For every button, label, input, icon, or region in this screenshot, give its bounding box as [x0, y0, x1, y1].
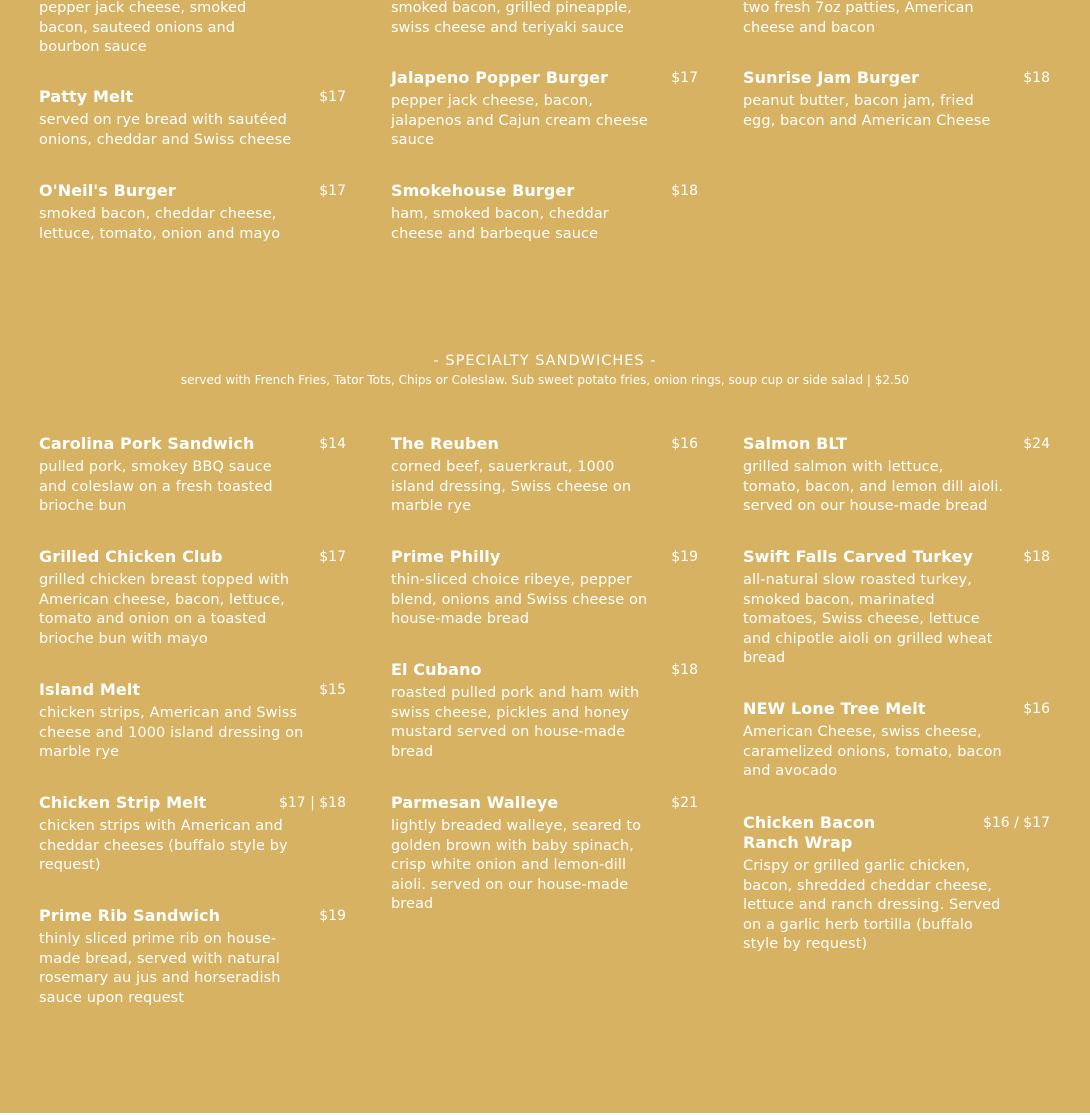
menu-item-name: O'Neil's Burger [39, 181, 176, 200]
menu-item [391, 434, 698, 517]
menu-item-description: pepper jack cheese, bacon, jalapenos and Cajun cream cheese sauce [391, 93, 648, 148]
menu-item-description: thinly sliced prime rib on house-made bread, served with natural rosemary au jus and horseradish sauce upon request [39, 931, 281, 1006]
menu-item-name: Grilled Chicken Club [39, 547, 223, 566]
menu-item [743, 434, 1050, 517]
menu-item [39, 906, 346, 1008]
menu-item-price: $19 [671, 549, 698, 565]
menu-item-name: NEW Lone Tree Melt [743, 699, 926, 718]
menu-item-price: $16 [1023, 701, 1050, 717]
menu-item-description: served on rye bread with sautéed onions, cheddar and Swiss cheese [39, 112, 292, 148]
menu-item-name: Chicken Strip Melt [39, 793, 207, 812]
menu-item-name: Carolina Pork Sandwich [39, 434, 255, 453]
menu-item-price: $19 [319, 908, 346, 924]
menu-item-price: $15 [319, 682, 346, 698]
menu-item-price: $17 [319, 549, 346, 565]
menu-item [743, 699, 1050, 782]
menu-item-description: corned beef, sauerkraut, 1000 island dressing, Swiss cheese on marble rye [391, 459, 632, 514]
menu-item [743, 547, 1050, 669]
menu-item-description: Crispy or grilled garlic chicken, bacon, shredded cheddar cheese, lettuce and ranch dressing. Served on a garlic herb tortilla (buffalo style by request) [743, 858, 1001, 952]
menu-item-price: $17 [319, 183, 346, 199]
menu-item-price: $21 [671, 795, 698, 811]
menu-item-description: American Cheese, swiss cheese, caramelized onions, tomato, bacon and avocado [743, 724, 1002, 779]
menu-item-description: peanut butter, bacon jam, fried egg, bacon and American Cheese [743, 93, 991, 129]
menu-item [391, 68, 698, 151]
menu-item-price: $14 [319, 436, 346, 452]
menu-item-name: El Cubano [391, 660, 482, 679]
menu-item-name: Sunrise Jam Burger [743, 68, 920, 87]
menu-item [391, 660, 698, 762]
menu-item-price: $18 [671, 662, 698, 678]
menu-item [391, 793, 698, 915]
menu-item-description: ham, smoked bacon, cheddar cheese and barbeque sauce [391, 206, 609, 242]
section-title: - SPECIALTY SANDWICHES - [433, 353, 657, 369]
menu-item [743, 68, 1050, 131]
menu-item-description: smoked bacon, grilled pineapple, swiss cheese and teriyaki sauce [391, 0, 632, 36]
menu-item [39, 680, 346, 763]
menu-item [39, 87, 346, 150]
menu-item-name: Prime Rib Sandwich [39, 906, 221, 925]
menu-item-name: Parmesan Walleye [391, 793, 559, 812]
menu-item [391, 547, 698, 630]
section-subtitle: served with French Fries, Tator Tots, Chips or Coleslaw. Sub sweet potato fries, onion rings, soup cup or side salad | $2.50 [180, 373, 910, 387]
menu-item-price: $18 [671, 183, 698, 199]
menu-item-description: roasted pulled pork and ham with swiss cheese, pickles and honey mustard served on house-made bread [391, 685, 640, 760]
menu-item-name: Patty Melt [39, 87, 134, 106]
menu-item-description: all-natural slow roasted turkey, smoked bacon, marinated tomatoes, Swiss cheese, lettuce and chipotle aioli on grilled wheat bread [743, 572, 993, 666]
menu-item-description: grilled salmon with lettuce, tomato, bacon, and lemon dill aioli. served on our house-made bread [743, 459, 1004, 514]
menu-item-price: $17 [671, 70, 698, 86]
menu-item-price: $18 [1023, 70, 1050, 86]
menu-item-name: Island Melt [39, 680, 141, 699]
menu-item-description: pepper jack cheese, smoked bacon, sauteed onions and bourbon sauce [39, 0, 247, 55]
menu-item-name: Smokehouse Burger [391, 181, 575, 200]
menu-item-description: chicken strips, American and Swiss cheese and 1000 island dressing on marble rye [39, 705, 304, 760]
menu-item-name: Jalapeno Popper Burger [391, 68, 609, 87]
menu-item-description: chicken strips with American and cheddar cheeses (buffalo style by request) [39, 818, 288, 873]
menu-item [743, 813, 1050, 955]
menu-item-description: thin-sliced choice ribeye, pepper blend, onions and Swiss cheese on house-made bread [391, 572, 648, 627]
menu-item-price: $16 [671, 436, 698, 452]
menu-item [391, 181, 698, 244]
menu-item-name: Salmon BLT [743, 434, 848, 453]
menu-item-description: lightly breaded walleye, seared to golden brown with baby spinach, crisp white onion and lemon-dill aioli. served on our house-made bread [391, 818, 642, 912]
menu-item-price: $18 [1023, 549, 1050, 565]
menu-item-description: grilled chicken breast topped with American cheese, bacon, lettuce, tomato and onion on a toasted brioche bun with mayo [39, 572, 290, 647]
menu-item-name: Chicken Bacon Ranch Wrap [743, 813, 876, 852]
menu-item-name: Swift Falls Carved Turkey [743, 547, 973, 566]
menu-item [39, 793, 346, 876]
menu-item-description: two fresh 7oz patties, American cheese and bacon [743, 0, 974, 36]
menu-item-price: $24 [1023, 436, 1050, 452]
menu-item-price: $17 | $18 [278, 795, 346, 811]
menu-item-price: $16 / $17 [982, 815, 1050, 831]
menu-item-description: smoked bacon, cheddar cheese, lettuce, tomato, onion and mayo [39, 206, 281, 242]
menu-item [39, 181, 346, 244]
menu-item-description: pulled pork, smokey BBQ sauce and coleslaw on a fresh toasted brioche bun [39, 459, 273, 514]
menu-item [39, 547, 346, 649]
menu-item-name: Prime Philly [391, 547, 501, 566]
menu-item-price: $17 [319, 89, 346, 105]
menu-item-name: The Reuben [391, 434, 499, 453]
menu-item [39, 434, 346, 517]
